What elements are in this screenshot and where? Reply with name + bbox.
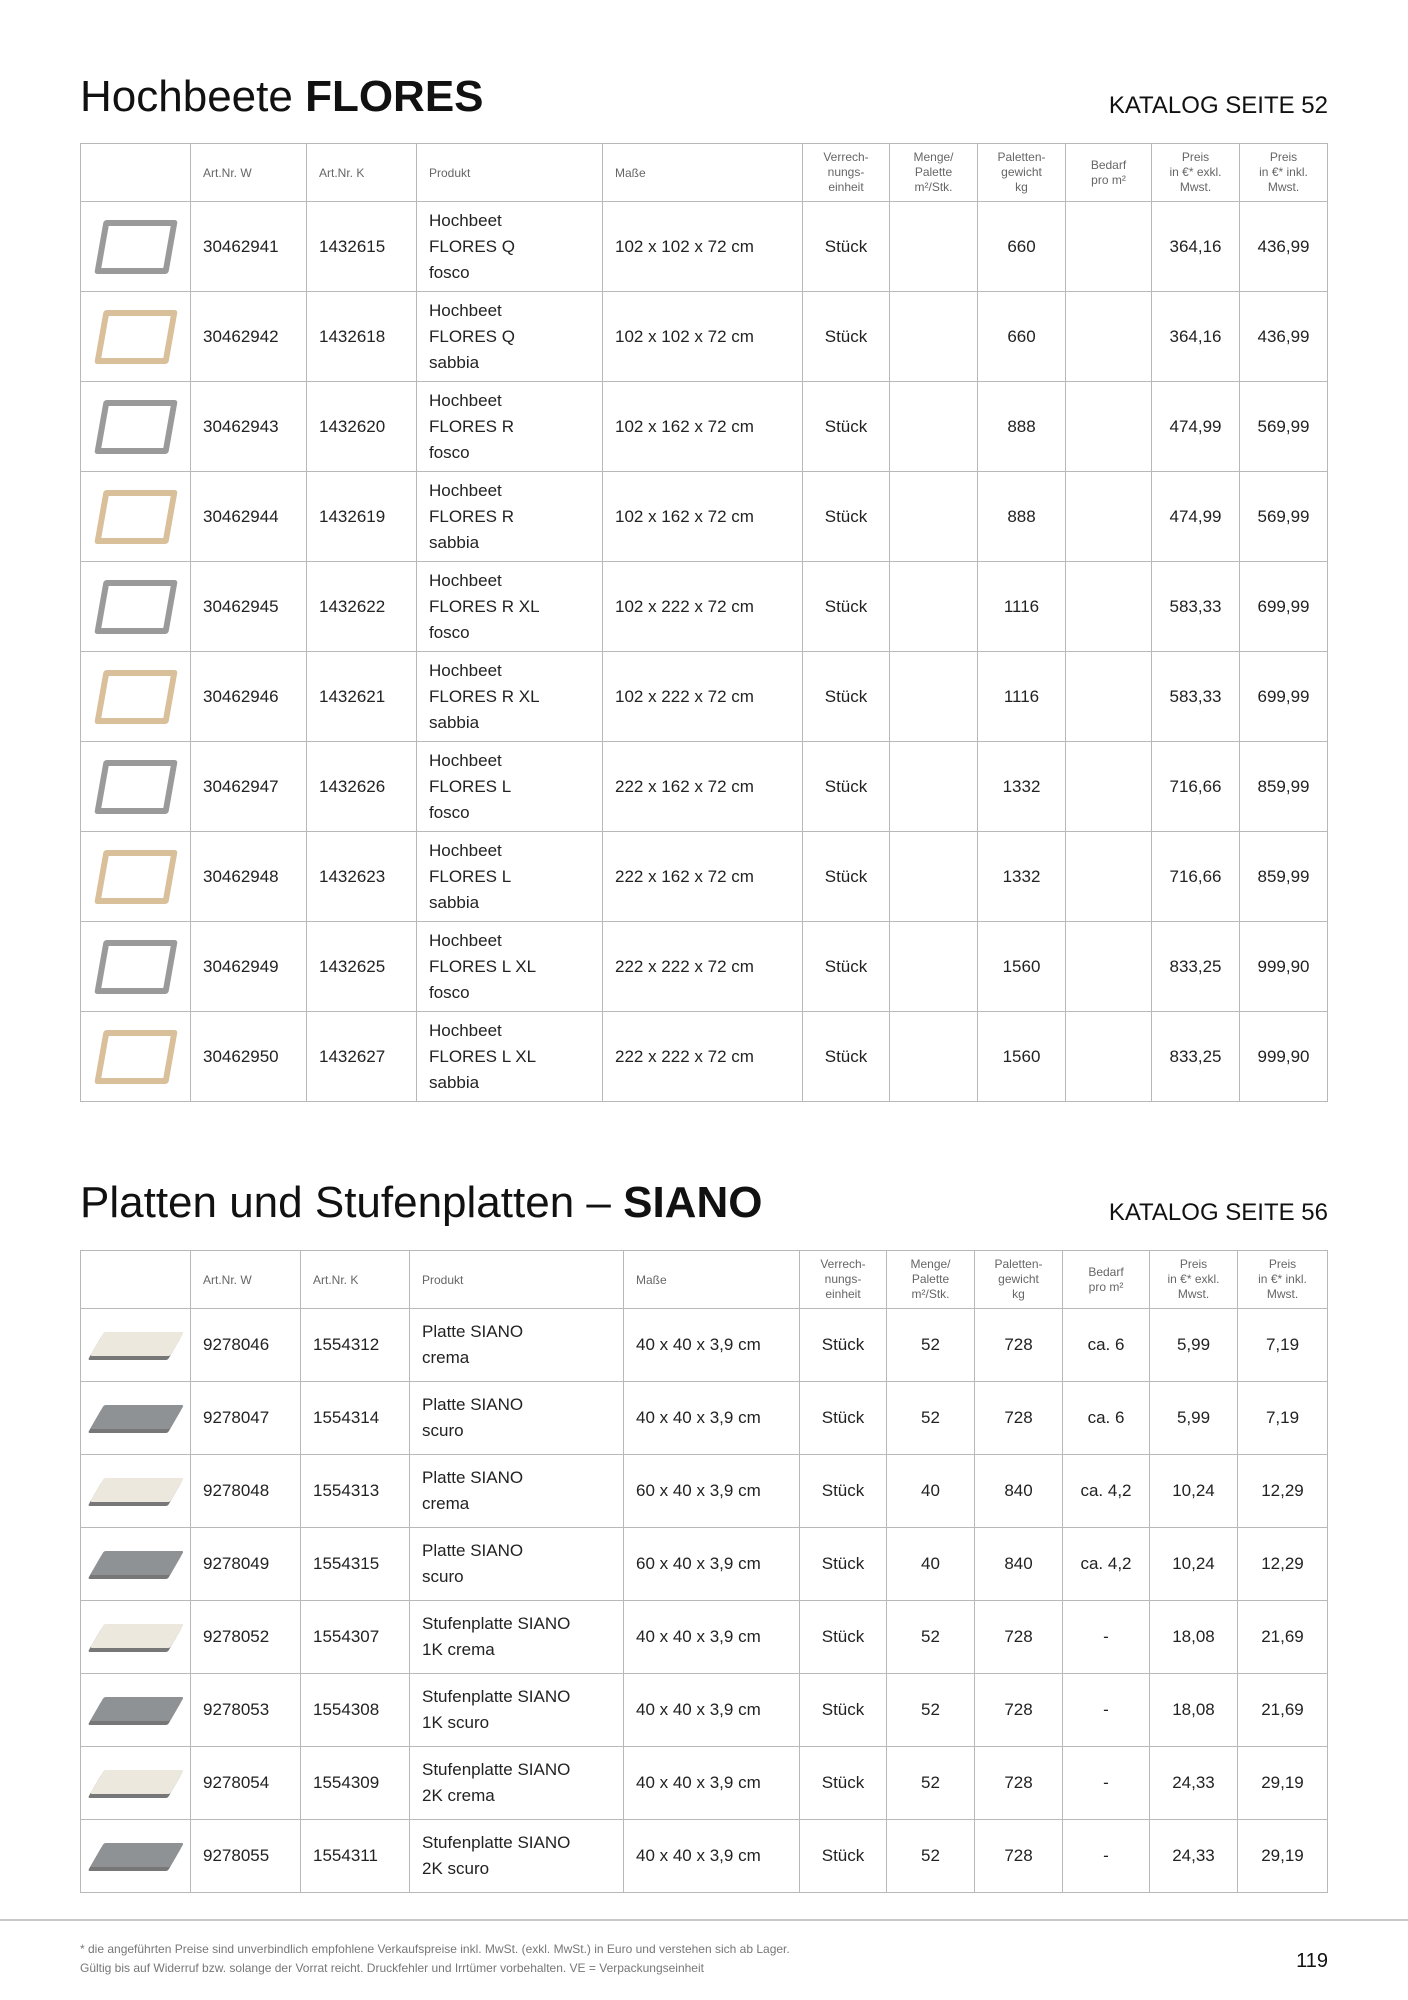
product-name: Hochbeet FLORES L fosco [417,742,603,832]
art-nr-k: 1432627 [307,1012,417,1102]
art-nr-w: 9278054 [191,1747,301,1820]
art-nr-w: 30462942 [191,292,307,382]
dimensions: 40 x 40 x 3,9 cm [624,1601,800,1674]
dimensions: 222 x 162 x 72 cm [603,832,803,922]
product-image [81,382,191,472]
qty-per-pallet [890,1012,978,1102]
dimensions: 60 x 40 x 3,9 cm [624,1528,800,1601]
need-per-m2 [1066,652,1152,742]
unit: Stück [803,292,890,382]
footer-divider [0,1919,1408,1921]
dimensions: 40 x 40 x 3,9 cm [624,1674,800,1747]
product-name: Stufenplatte SIANO 1K crema [410,1601,624,1674]
unit: Stück [803,922,890,1012]
price-excl: 24,33 [1150,1747,1238,1820]
art-nr-w: 30462946 [191,652,307,742]
art-nr-k: 1554315 [301,1528,410,1601]
column-header: Bedarf pro m² [1066,144,1152,202]
art-nr-w: 9278049 [191,1528,301,1601]
qty-per-pallet [890,472,978,562]
dimensions: 102 x 222 x 72 cm [603,652,803,742]
qty-per-pallet: 52 [887,1382,975,1455]
table-row [81,1820,1328,1893]
art-nr-w: 30462949 [191,922,307,1012]
need-per-m2 [1066,742,1152,832]
pallet-weight: 660 [978,292,1066,382]
product-name: Platte SIANO crema [410,1455,624,1528]
need-per-m2 [1066,382,1152,472]
art-nr-w: 9278055 [191,1820,301,1893]
unit: Stück [800,1309,887,1382]
unit: Stück [800,1747,887,1820]
pallet-weight: 888 [978,382,1066,472]
table-row [81,1747,1328,1820]
price-incl: 21,69 [1238,1601,1328,1674]
art-nr-k: 1554313 [301,1455,410,1528]
slab-image [93,1529,179,1599]
product-image [81,742,191,832]
price-incl: 12,29 [1238,1455,1328,1528]
header-row [81,1251,1328,1309]
need-per-m2 [1066,202,1152,292]
column-header: Art.Nr. W [191,144,307,202]
art-nr-k: 1554307 [301,1601,410,1674]
price-incl: 999,90 [1240,1012,1328,1102]
product-image [81,1674,191,1747]
price-incl: 436,99 [1240,202,1328,292]
table-row [81,1455,1328,1528]
dimensions: 40 x 40 x 3,9 cm [624,1747,800,1820]
product-image [81,832,191,922]
need-per-m2: ca. 4,2 [1063,1455,1150,1528]
product-name: Hochbeet FLORES R sabbia [417,472,603,562]
column-header: Menge/ Palette m²/Stk. [887,1251,975,1309]
title-light: Platten und Stufenplatten – [80,1178,611,1227]
art-nr-k: 1432622 [307,562,417,652]
need-per-m2 [1066,832,1152,922]
unit: Stück [800,1674,887,1747]
price-incl: 12,29 [1238,1528,1328,1601]
raised-bed-image [93,1022,179,1092]
catalog-page-ref: KATALOG SEITE 52 [1108,92,1328,119]
product-name: Hochbeet FLORES L XL fosco [417,922,603,1012]
slab-image [93,1675,179,1745]
price-excl: 10,24 [1150,1528,1238,1601]
need-per-m2: ca. 6 [1063,1382,1150,1455]
table-row [81,472,1328,562]
dimensions: 222 x 162 x 72 cm [603,742,803,832]
need-per-m2: - [1063,1674,1150,1747]
pallet-weight: 728 [975,1820,1063,1893]
pallet-weight: 1332 [978,832,1066,922]
footer-line1: * die angeführten Preise sind unverbindlich empfohlene Verkaufspreise inkl. MwSt. (exkl. MwSt.) in Euro und verstehen sich ab Lager. [80,1942,790,1956]
dimensions: 40 x 40 x 3,9 cm [624,1309,800,1382]
dimensions: 222 x 222 x 72 cm [603,1012,803,1102]
column-header: Art.Nr. K [301,1251,410,1309]
price-incl: 999,90 [1240,922,1328,1012]
art-nr-k: 1432621 [307,652,417,742]
price-incl: 7,19 [1238,1309,1328,1382]
price-excl: 833,25 [1152,1012,1240,1102]
unit: Stück [800,1455,887,1528]
slab-image [93,1383,179,1453]
price-incl: 21,69 [1238,1674,1328,1747]
dimensions: 40 x 40 x 3,9 cm [624,1820,800,1893]
art-nr-k: 1432620 [307,382,417,472]
column-header: Maße [603,144,803,202]
art-nr-w: 30462943 [191,382,307,472]
product-image [81,1455,191,1528]
column-header [81,1251,191,1309]
column-header: Art.Nr. W [191,1251,301,1309]
price-excl: 364,16 [1152,202,1240,292]
art-nr-w: 30462947 [191,742,307,832]
dimensions: 60 x 40 x 3,9 cm [624,1455,800,1528]
product-name: Stufenplatte SIANO 1K scuro [410,1674,624,1747]
price-excl: 474,99 [1152,382,1240,472]
product-image [81,562,191,652]
product-name: Hochbeet FLORES R XL fosco [417,562,603,652]
qty-per-pallet [890,202,978,292]
product-name: Hochbeet FLORES Q sabbia [417,292,603,382]
qty-per-pallet: 52 [887,1601,975,1674]
product-name: Platte SIANO scuro [410,1528,624,1601]
price-excl: 10,24 [1150,1455,1238,1528]
price-excl: 5,99 [1150,1309,1238,1382]
art-nr-k: 1554311 [301,1820,410,1893]
product-image [81,1528,191,1601]
column-header: Preis in €* inkl. Mwst. [1240,144,1328,202]
price-excl: 583,33 [1152,652,1240,742]
need-per-m2 [1066,472,1152,562]
dimensions: 102 x 102 x 72 cm [603,202,803,292]
table-row [81,652,1328,742]
unit: Stück [800,1820,887,1893]
qty-per-pallet [890,292,978,382]
product-image [81,292,191,382]
column-header: Preis in €* inkl. Mwst. [1238,1251,1328,1309]
column-header: Preis in €* exkl. Mwst. [1150,1251,1238,1309]
price-excl: 583,33 [1152,562,1240,652]
product-name: Hochbeet FLORES R XL sabbia [417,652,603,742]
column-header: Produkt [410,1251,624,1309]
product-image [81,1747,191,1820]
product-image [81,1309,191,1382]
pallet-weight: 1560 [978,1012,1066,1102]
table-row [81,742,1328,832]
dimensions: 102 x 222 x 72 cm [603,562,803,652]
table-row [81,1382,1328,1455]
slab-image [93,1456,179,1526]
table-row [81,202,1328,292]
pallet-weight: 728 [975,1601,1063,1674]
art-nr-w: 30462945 [191,562,307,652]
qty-per-pallet [890,652,978,742]
qty-per-pallet [890,832,978,922]
raised-bed-image [93,752,179,822]
raised-bed-image [93,482,179,552]
price-excl: 833,25 [1152,922,1240,1012]
unit: Stück [800,1382,887,1455]
art-nr-k: 1432626 [307,742,417,832]
raised-bed-image [93,572,179,642]
table-row [81,1601,1328,1674]
price-incl: 29,19 [1238,1820,1328,1893]
art-nr-w: 9278047 [191,1382,301,1455]
unit: Stück [800,1528,887,1601]
pallet-weight: 728 [975,1747,1063,1820]
art-nr-k: 1432618 [307,292,417,382]
need-per-m2 [1066,922,1152,1012]
footer-line2: Gültig bis auf Widerruf bzw. solange der Vorrat reicht. Druckfehler und Irrtümer vorbehalten. VE = Verpackungseinheit [80,1961,704,1975]
unit: Stück [803,832,890,922]
need-per-m2 [1066,562,1152,652]
price-incl: 7,19 [1238,1382,1328,1455]
table-row [81,1309,1328,1382]
price-incl: 699,99 [1240,562,1328,652]
slab-image [93,1602,179,1672]
dimensions: 102 x 162 x 72 cm [603,382,803,472]
raised-bed-image [93,842,179,912]
price-excl: 5,99 [1150,1382,1238,1455]
column-header: Art.Nr. K [307,144,417,202]
price-incl: 859,99 [1240,832,1328,922]
product-image [81,1012,191,1102]
art-nr-k: 1432619 [307,472,417,562]
price-incl: 569,99 [1240,382,1328,472]
pallet-weight: 840 [975,1455,1063,1528]
table-row [81,382,1328,472]
product-name: Hochbeet FLORES Q fosco [417,202,603,292]
art-nr-k: 1432625 [307,922,417,1012]
price-excl: 716,66 [1152,742,1240,832]
qty-per-pallet: 52 [887,1674,975,1747]
pallet-weight: 728 [975,1674,1063,1747]
product-name: Hochbeet FLORES L XL sabbia [417,1012,603,1102]
siano-table [80,1250,1328,1893]
pallet-weight: 728 [975,1382,1063,1455]
pallet-weight: 728 [975,1309,1063,1382]
table-row [81,1012,1328,1102]
unit: Stück [803,202,890,292]
unit: Stück [803,742,890,832]
art-nr-k: 1432623 [307,832,417,922]
art-nr-k: 1554312 [301,1309,410,1382]
price-excl: 18,08 [1150,1674,1238,1747]
raised-bed-image [93,932,179,1002]
raised-bed-image [93,662,179,732]
dimensions: 40 x 40 x 3,9 cm [624,1382,800,1455]
product-image [81,1382,191,1455]
column-header: Menge/ Palette m²/Stk. [890,144,978,202]
price-excl: 716,66 [1152,832,1240,922]
unit: Stück [803,472,890,562]
column-header: Paletten- gewicht kg [975,1251,1063,1309]
product-image [81,922,191,1012]
slab-image [93,1821,179,1891]
column-header: Maße [624,1251,800,1309]
qty-per-pallet: 40 [887,1455,975,1528]
product-name: Stufenplatte SIANO 2K scuro [410,1820,624,1893]
price-incl: 699,99 [1240,652,1328,742]
qty-per-pallet: 52 [887,1820,975,1893]
price-incl: 29,19 [1238,1747,1328,1820]
flores-table [80,143,1328,1102]
unit: Stück [803,562,890,652]
art-nr-w: 9278053 [191,1674,301,1747]
title-light: Hochbeete [80,72,293,121]
table-row [81,1528,1328,1601]
product-name: Stufenplatte SIANO 2K crema [410,1747,624,1820]
column-header: Verrech- nungs- einheit [800,1251,887,1309]
product-name: Platte SIANO crema [410,1309,624,1382]
art-nr-w: 30462941 [191,202,307,292]
price-incl: 436,99 [1240,292,1328,382]
dimensions: 102 x 162 x 72 cm [603,472,803,562]
need-per-m2 [1066,292,1152,382]
unit: Stück [803,382,890,472]
unit: Stück [800,1601,887,1674]
pallet-weight: 1332 [978,742,1066,832]
product-name: Hochbeet FLORES R fosco [417,382,603,472]
table-row [81,832,1328,922]
need-per-m2: ca. 6 [1063,1309,1150,1382]
section2-title [80,1178,762,1228]
pallet-weight: 1116 [978,562,1066,652]
need-per-m2: ca. 4,2 [1063,1528,1150,1601]
art-nr-w: 30462950 [191,1012,307,1102]
price-excl: 24,33 [1150,1820,1238,1893]
price-excl: 18,08 [1150,1601,1238,1674]
column-header: Preis in €* exkl. Mwst. [1152,144,1240,202]
qty-per-pallet: 52 [887,1309,975,1382]
art-nr-k: 1554314 [301,1382,410,1455]
unit: Stück [803,1012,890,1102]
pallet-weight: 840 [975,1528,1063,1601]
qty-per-pallet [890,562,978,652]
pallet-weight: 1560 [978,922,1066,1012]
dimensions: 102 x 102 x 72 cm [603,292,803,382]
pallet-weight: 888 [978,472,1066,562]
product-name: Hochbeet FLORES L sabbia [417,832,603,922]
product-image [81,652,191,742]
dimensions: 222 x 222 x 72 cm [603,922,803,1012]
price-incl: 569,99 [1240,472,1328,562]
art-nr-w: 9278052 [191,1601,301,1674]
column-header: Paletten- gewicht kg [978,144,1066,202]
slab-image [93,1748,179,1818]
column-header [81,144,191,202]
table-row [81,292,1328,382]
qty-per-pallet [890,742,978,832]
qty-per-pallet: 40 [887,1528,975,1601]
art-nr-w: 9278048 [191,1455,301,1528]
title-bold: FLORES [305,72,484,121]
need-per-m2: - [1063,1820,1150,1893]
product-image [81,1820,191,1893]
qty-per-pallet [890,922,978,1012]
catalog-page-ref: KATALOG SEITE 56 [1108,1199,1328,1226]
qty-per-pallet: 52 [887,1747,975,1820]
header-row [81,144,1328,202]
art-nr-w: 30462944 [191,472,307,562]
art-nr-k: 1554309 [301,1747,410,1820]
page-number: 119 [1296,1950,1328,1972]
table-row [81,1674,1328,1747]
column-header: Verrech- nungs- einheit [803,144,890,202]
price-excl: 474,99 [1152,472,1240,562]
unit: Stück [803,652,890,742]
title-bold: SIANO [623,1178,763,1227]
need-per-m2: - [1063,1747,1150,1820]
qty-per-pallet [890,382,978,472]
art-nr-k: 1432615 [307,202,417,292]
price-excl: 364,16 [1152,292,1240,382]
art-nr-k: 1554308 [301,1674,410,1747]
need-per-m2: - [1063,1601,1150,1674]
art-nr-w: 30462948 [191,832,307,922]
slab-image [93,1310,179,1380]
column-header: Bedarf pro m² [1063,1251,1150,1309]
need-per-m2 [1066,1012,1152,1102]
column-header: Produkt [417,144,603,202]
raised-bed-image [93,302,179,372]
section1-title [80,72,484,122]
footer-note [80,1940,790,1978]
price-incl: 859,99 [1240,742,1328,832]
raised-bed-image [93,212,179,282]
product-image [81,472,191,562]
product-image [81,202,191,292]
table-row [81,922,1328,1012]
pallet-weight: 660 [978,202,1066,292]
product-image [81,1601,191,1674]
product-name: Platte SIANO scuro [410,1382,624,1455]
art-nr-w: 9278046 [191,1309,301,1382]
raised-bed-image [93,392,179,462]
table-row [81,562,1328,652]
pallet-weight: 1116 [978,652,1066,742]
